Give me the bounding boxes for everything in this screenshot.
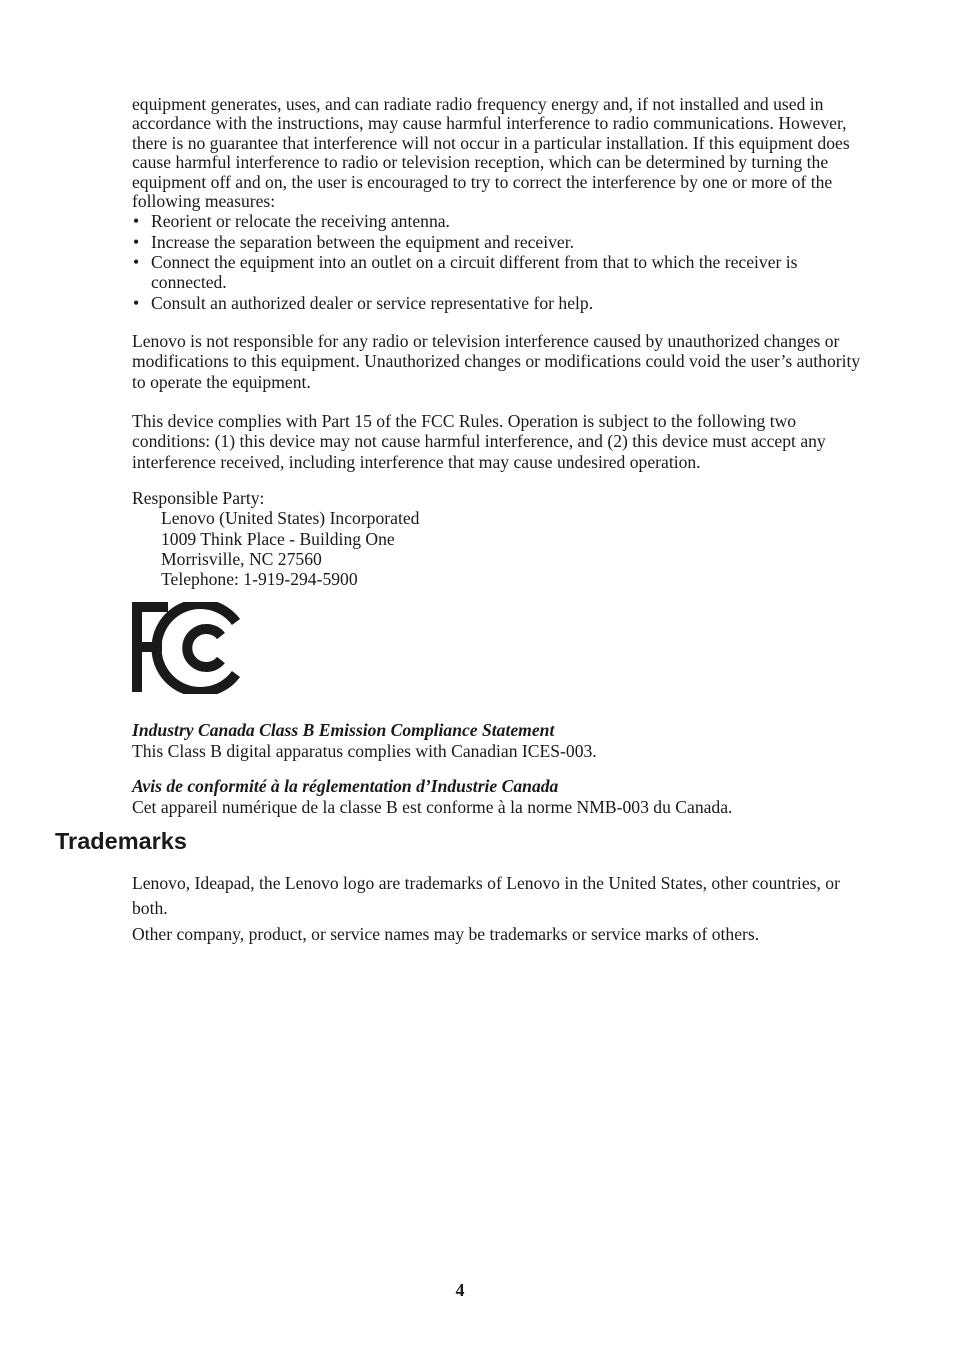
fcc-logo-inner-c bbox=[187, 629, 221, 667]
responsible-party-telephone: Telephone: 1-919-294-5900 bbox=[161, 569, 358, 590]
list-item: • Connect the equipment into an outlet on a circuit different from that to which the receiver is connected. bbox=[133, 252, 798, 293]
industry-canada-text: This Class B digital apparatus complies with Canadian ICES-003. bbox=[132, 740, 597, 761]
industry-canada-heading: Industry Canada Class B Emission Compliance Statement bbox=[132, 720, 555, 740]
bullet-icon: • bbox=[133, 211, 140, 232]
trademarks-line-2: Other company, product, or service names may be trademarks or service marks of others. bbox=[132, 923, 760, 944]
compliance-paragraph: This device complies with Part 15 of the FCC Rules. Operation is subject to the following two conditions: (1) this device may not cause harmful interference, and (2) this device must accept any interference received, including interference that may cause undesired operation. bbox=[132, 411, 826, 472]
responsible-party-company: Lenovo (United States) Incorporated bbox=[161, 508, 420, 529]
responsible-party-label: Responsible Party: bbox=[132, 488, 265, 508]
measures-list bbox=[132, 211, 867, 312]
responsibility-paragraph: Lenovo is not responsible for any radio or television interference caused by unauthorized changes or modifications to this equipment. Unauthorized changes or modifications could void the user’s authority to operate the equipment. bbox=[132, 331, 861, 392]
page-number: 4 bbox=[455, 1280, 465, 1300]
trademarks-title: Trademarks bbox=[55, 828, 187, 854]
list-item: • Consult an authorized dealer or service representative for help. bbox=[133, 292, 594, 313]
bullet-icon: • bbox=[133, 231, 140, 252]
list-item: • Reorient or relocate the receiving antenna. bbox=[133, 211, 450, 232]
intro-paragraph: equipment generates, uses, and can radiate radio frequency energy and, if not installed and used in accordance with the instructions, may cause harmful interference to radio communications. However, there is no guarantee that interference will not occur in a particular installation. If this equipment does cause harmful interference to radio or television reception, which can be determined by turning the equipment off and on, the user is encouraged to try to correct the interference by one or more of the following measures: bbox=[132, 94, 850, 212]
compliance-block bbox=[132, 411, 867, 472]
responsible-party-city: Morrisville, NC 27560 bbox=[161, 548, 322, 569]
avis-canada-heading: Avis de conformité à la réglementation d’Industrie Canada bbox=[132, 776, 559, 796]
trademarks-block bbox=[132, 871, 867, 947]
fcc-logo bbox=[132, 602, 242, 694]
responsible-party-street: 1009 Think Place - Building One bbox=[161, 528, 395, 549]
list-item: • Increase the separation between the equipment and receiver. bbox=[133, 231, 575, 252]
responsibility-block bbox=[132, 331, 867, 392]
fcc-logo-outer-c bbox=[157, 604, 236, 692]
avis-canada-text: Cet appareil numérique de la classe B est conforme à la norme NMB-003 du Canada. bbox=[132, 796, 733, 817]
bullet-icon: • bbox=[133, 292, 140, 313]
avis-canada-block bbox=[132, 776, 867, 817]
bullet-icon: • bbox=[133, 252, 140, 273]
responsible-party-block bbox=[132, 488, 867, 589]
industry-canada-block bbox=[132, 720, 867, 761]
fcc-statement-block bbox=[132, 95, 867, 313]
trademarks-line-1: Lenovo, Ideapad, the Lenovo logo are trademarks of Lenovo in the United States, other countries, or both. bbox=[132, 873, 840, 919]
